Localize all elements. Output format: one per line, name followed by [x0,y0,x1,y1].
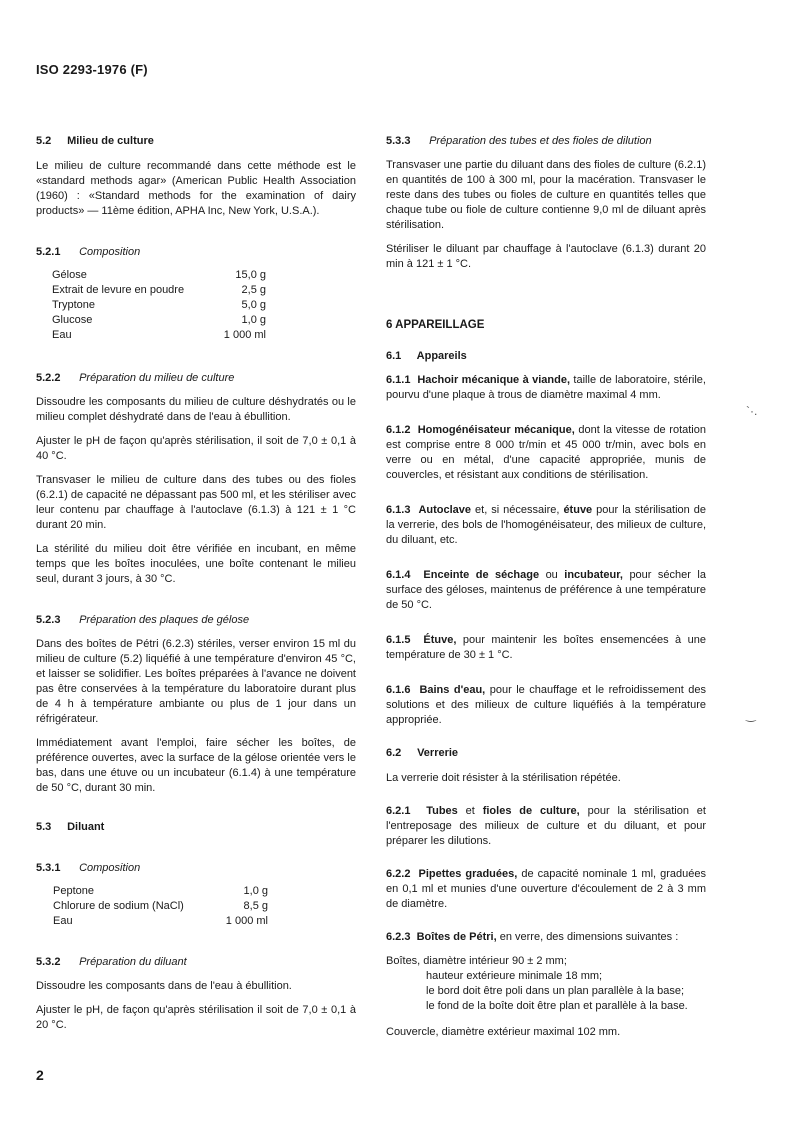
section-6-1-heading: 6.1 Appareils [386,350,467,362]
composition-table-diluent [53,884,356,929]
paragraph: Immédiatement avant l'emploi, faire sécher les boîtes, de préférence ouvertes, avec la surface de la gélose orientée vers le bas, dans une étuve ou un incubateur (6.1.4) à une température de 50 °C, durant 30 min. [36,737,356,794]
composition-row [52,328,266,343]
section-5-2-heading: 5.2 Milieu de culture [36,135,154,147]
paragraph: Ajuster le pH, de façon qu'après stérilisation il soit de 7,0 ± 0,1 à 20 °C. [36,1004,356,1031]
section-6-heading: 6 APPAREILLAGE [386,319,485,331]
item-6-1-4: 6.1.4 Enceinte de séchage ou incubateur, pour sécher la surface des géloses, maintenus de préférence à une température de 50 °C. [386,569,706,611]
composition-row [52,313,266,328]
page-number: 2 [36,1067,44,1083]
composition-row [53,899,268,914]
ingredient-quantity: 5,0 g [241,299,266,311]
paragraph: Dans des boîtes de Pétri (6.2.3) stériles, verser environ 15 ml du milieu de culture (5.2) liquéfié à une température d'environ 45 °C, et laisser se solidifier. Les boîtes préparées à l'avance ne doivent pas être conservées à la température du laboratoire durant plus de 4 h à température ambiante ou plus de 1 jour dans un réfrigérateur. [36,638,356,725]
boites-dimension-line: hauteur extérieure minimale 18 mm; [426,970,603,982]
item-6-1-2: 6.1.2 Homogénéisateur mécanique, dont la vitesse de rotation est comprise entre 8 000 tr/min et 45 000 tr/min, avec bols en verre ou en métal, d'une capacité appropriée, munis de couvercles, et résistant aux conditions de stérilisation. [386,424,706,481]
section-5-3-heading: 5.3 Diluant [36,821,105,833]
ingredient-quantity: 1 000 ml [223,329,266,341]
left-column [36,134,356,1033]
section-5-3-1-heading: 5.3.1 Composition [36,862,141,874]
section-5-3-3-heading: 5.3.3 Préparation des tubes et des fioles de dilution [386,135,652,147]
paragraph: Transvaser une partie du diluant dans des fioles de culture (6.2.1) en quantités de 100 à 300 ml, pour la macération. Transvaser le reste dans des tubes ou fioles de culture en quantités telles que chaque tube ou fiole de culture contienne 9,0 ml de diluant après stérilisation. [386,159,706,231]
item-6-1-1: 6.1.1 Hachoir mécanique à viande, taille de laboratoire, stérile, pourvu d'une plaque à trous de diamètre maximal 4 mm. [386,374,706,401]
scan-mark-icon: `·. [746,404,758,418]
composition-row [52,298,266,313]
right-column [386,134,706,1040]
paragraph: Dissoudre les composants dans de l'eau à ébullition. [36,980,292,992]
paragraph: Stériliser le diluant par chauffage à l'autoclave (6.1.3) durant 20 min à 121 ± 1 °C. [386,243,706,270]
section-5-2-2-heading: 5.2.2 Préparation du milieu de culture [36,372,235,384]
ingredient-name: Chlorure de sodium (NaCl) [53,900,184,912]
item-6-1-3: 6.1.3 Autoclave et, si nécessaire, étuve pour la stérilisation de la verrerie, des bols de l'homogénéisateur, des milieux de culture, du diluant, etc. [386,504,706,546]
document-header: ISO 2293-1976 (F) [36,62,148,77]
composition-row [52,283,266,298]
item-6-2-3: 6.2.3 Boîtes de Pétri, en verre, des dimensions suivantes : [386,931,679,943]
paragraph: La verrerie doit résister à la stérilisation répétée. [386,772,621,784]
composition-table-medium [52,268,356,343]
item-6-2-2: 6.2.2 Pipettes graduées, de capacité nominale 1 ml, graduées en 0,1 ml et munies d'une ouverture d'écoulement de 2 à 3 mm de diamètre. [386,868,706,910]
item-6-1-5: 6.1.5 Étuve, pour maintenir les boîtes ensemencées à une température de 30 ± 1 °C. [386,634,706,661]
paragraph: La stérilité du milieu doit être vérifiée en incubant, en même temps que les boîtes inoculées, une boîte contenant le milieu seul, durant 3 jours, à 30 °C. [36,543,356,585]
ingredient-quantity: 15,0 g [235,269,266,281]
ingredient-quantity: 1,0 g [241,314,266,326]
boites-intro: Boîtes, diamètre intérieur 90 ± 2 mm; [386,955,567,967]
section-6-2-heading: 6.2 Verrerie [386,747,459,759]
item-6-2-1: 6.2.1 Tubes et fioles de culture, pour la stérilisation et l'entreposage des milieux de culture et du diluant, et pour préparer les dilutions. [386,805,706,847]
scan-mark-icon: ‿ [746,708,756,722]
couvercle-line: Couvercle, diamètre extérieur maximal 102 mm. [386,1026,621,1038]
item-6-1-6: 6.1.6 Bains d'eau, pour le chauffage et le refroidissement des solutions et des milieux de culture liquéfiés à la température appropriée. [386,684,706,726]
paragraph: Le milieu de culture recommandé dans cette méthode est le «standard methods agar» (American Public Health Association (1960) : «Standard methods for the examination of dairy products» — 11ème édition, APHA Inc, New York, U.S.A.). [36,160,356,217]
ingredient-name: Glucose [52,314,93,326]
paragraph: Transvaser le milieu de culture dans des tubes ou des fioles (6.2.1) de capacité ne dépassant pas 500 ml, et les stériliser avec leur contenu par chauffage à l'autoclave (6.1.3) à 121 ± 1 °C durant 20 min. [36,474,356,531]
ingredient-quantity: 1 000 ml [225,915,268,927]
ingredient-name: Eau [53,915,73,927]
ingredient-name: Peptone [53,885,94,897]
ingredient-quantity: 2,5 g [241,284,266,296]
paragraph: Dissoudre les composants du milieu de culture déshydratés ou le milieu complet déshydraté dans de l'eau à ébullition. [36,396,356,423]
ingredient-name: Gélose [52,269,87,281]
ingredient-name: Extrait de levure en poudre [52,284,185,296]
boites-dimension-list [426,969,706,1014]
ingredient-name: Tryptone [52,299,96,311]
composition-row [53,884,268,899]
paragraph: Ajuster le pH de façon qu'après stérilisation, il soit de 7,0 ± 0,1 à 40 °C. [36,435,356,462]
ingredient-name: Eau [52,329,72,341]
ingredient-quantity: 8,5 g [243,900,268,912]
composition-row [53,914,268,929]
ingredient-quantity: 1,0 g [243,885,268,897]
section-5-2-3-heading: 5.2.3 Préparation des plaques de gélose [36,614,250,626]
composition-row [52,268,266,283]
boites-dimension-line: le fond de la boîte doit être plan et parallèle à la base. [426,1000,688,1012]
boites-dimension-line: le bord doit être poli dans un plan parallèle à la base; [426,985,685,997]
section-5-3-2-heading: 5.3.2 Préparation du diluant [36,956,187,968]
section-5-2-1-heading: 5.2.1 Composition [36,246,141,258]
